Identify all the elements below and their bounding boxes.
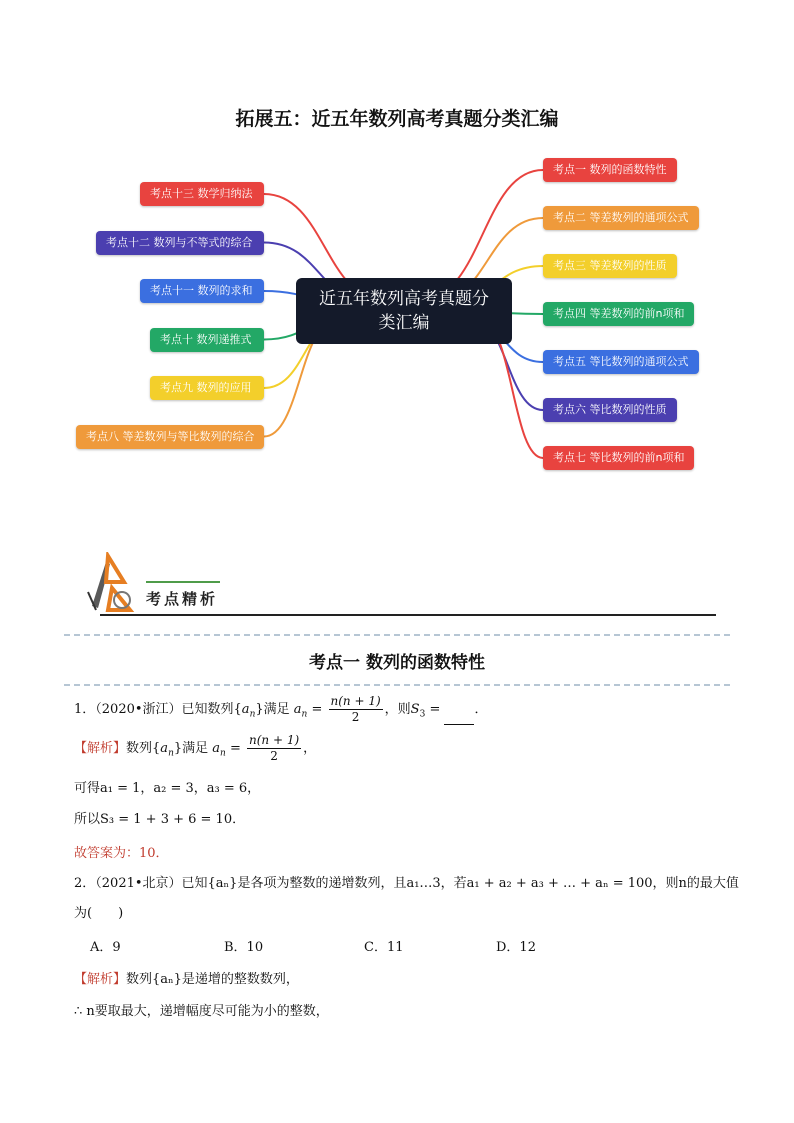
option-b: B．10 (224, 940, 264, 955)
right-node-3: 考点三 等差数列的性质 (543, 254, 677, 278)
right-node-1: 考点一 数列的函数特性 (543, 158, 677, 182)
banner-title: 考点精析 (146, 590, 219, 608)
right-node-5: 考点五 等比数列的通项公式 (543, 350, 699, 374)
fraction: $\frac{n(n + 1)}{2}$ (249, 733, 300, 763)
geometry-tools-icon (86, 552, 138, 612)
analysis-2-line-2: ∴ n要取最大，递增幅度尽可能为小的整数， (74, 1004, 329, 1019)
right-node-6: 考点六 等比数列的性质 (543, 398, 677, 422)
banner-rule (100, 614, 716, 616)
analysis-2: 【解析】数列{aₙ}是递增的整数数列， (74, 972, 299, 987)
right-node-7: 考点七 等比数列的前n项和 (543, 446, 694, 470)
left-node-4: 考点十 数列递推式 (150, 328, 264, 352)
question-2-line-2: 为( ) (74, 906, 124, 921)
analysis-1-line-2: 可得a₁ = 1，a₂ = 3，a₃ = 6， (74, 781, 261, 796)
left-node-5: 考点九 数列的应用 (150, 376, 264, 400)
right-node-4: 考点四 等差数列的前n项和 (543, 302, 694, 326)
mindmap-center-node (296, 278, 512, 344)
option-d: D．12 (496, 940, 536, 955)
center-line-2: 类汇编 (378, 313, 430, 333)
question-1: 1．（2020•浙江）已知数列$\{a_n\}$满足 $a_n$ = $\frac{n(n + 1)}{2}$ ，则$S_3$ = ． (74, 694, 488, 724)
left-node-6: 考点八 等差数列与等比数列的综合 (76, 425, 264, 449)
option-a: A．9 (90, 940, 121, 955)
fraction: $\frac{n(n + 1)}{2}$ (330, 694, 381, 724)
question-2-line-1: 2．（2021•北京）已知{aₙ}是各项为整数的递增数列，且a₁…3，若a₁ + a₂ + a₃ + … + aₙ = 100，则n的最大值 (74, 876, 739, 891)
section-title: 考点一 数列的函数特性 (309, 653, 485, 673)
analysis-1-answer: 故答案为：10． (74, 846, 169, 861)
banner-accent (146, 581, 220, 583)
answer-blank (444, 712, 474, 725)
left-node-1: 考点十三 数学归纳法 (140, 182, 264, 206)
section-divider-top (64, 634, 730, 636)
section-divider-bottom (64, 684, 730, 686)
option-c: C．11 (364, 940, 404, 955)
left-node-3: 考点十一 数列的求和 (140, 279, 264, 303)
right-node-2: 考点二 等差数列的通项公式 (543, 206, 699, 230)
analysis-1-line-3: 所以S₃ = 1 + 3 + 6 = 10． (74, 812, 246, 827)
center-line-1: 近五年数列高考真题分 (319, 289, 489, 309)
left-node-2: 考点十二 数列与不等式的综合 (96, 231, 264, 255)
page-title: 拓展五：近五年数列高考真题分类汇编 (235, 108, 559, 130)
analysis-1: 【解析】数列$\{a_n\}$满足 $a_n$ = $\frac{n(n + 1)}{2}$ ， (74, 733, 317, 763)
